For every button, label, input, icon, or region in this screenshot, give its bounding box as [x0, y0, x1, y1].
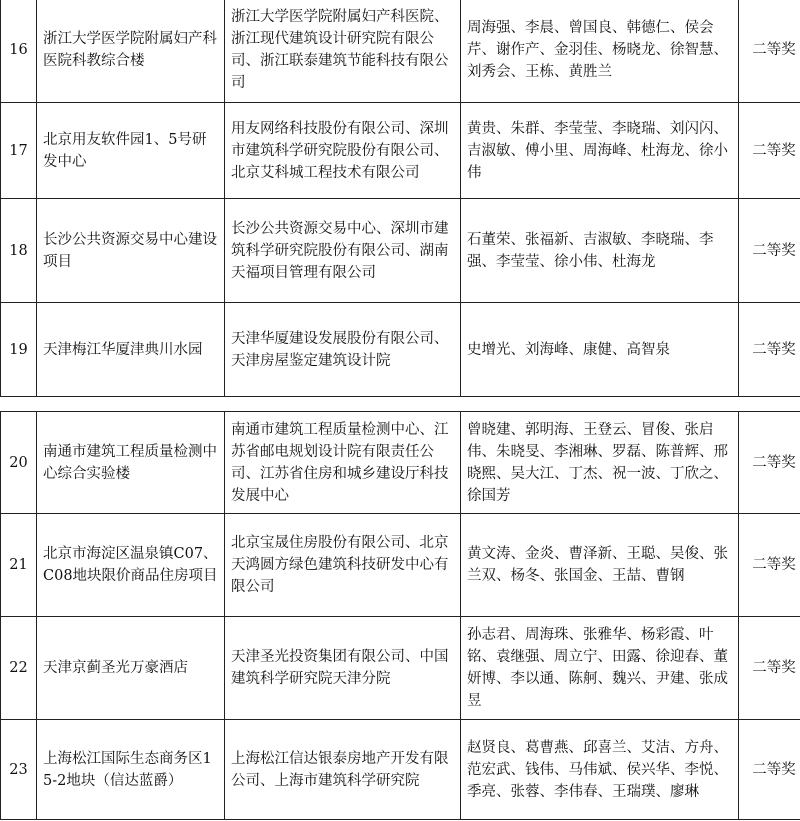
completion-units: 用友网络科技股份有限公司、深圳市建筑科学研究院股份有限公司、北京艾科城工程技术有限公司	[225, 103, 461, 199]
award-level: 二等奖	[739, 412, 800, 514]
project-name: 天津京蓟圣光万豪酒店	[37, 617, 225, 720]
main-contributors: 石董荣、张福新、吉淑敏、李晓瑞、李强、李莹莹、徐小伟、杜海龙	[461, 199, 739, 303]
award-level: 二等奖	[739, 0, 800, 103]
completion-units: 南通市建筑工程质量检测中心、江苏省邮电规划设计院有限责任公司、江苏省住房和城乡建设厅科技发展中心	[225, 412, 461, 514]
award-level: 二等奖	[739, 720, 800, 820]
completion-units: 天津圣光投资集团有限公司、中国建筑科学研究院天津分院	[225, 617, 461, 720]
award-level: 二等奖	[739, 199, 800, 303]
completion-units: 长沙公共资源交易中心、深圳市建筑科学研究院股份有限公司、湖南天福项目管理有限公司	[225, 199, 461, 303]
project-name: 长沙公共资源交易中心建设项目	[37, 199, 225, 303]
main-contributors: 黄文涛、金炎、曹泽新、王聪、吴俊、张兰双、杨冬、张国金、王喆、曹钢	[461, 514, 739, 617]
award-level: 二等奖	[739, 303, 800, 397]
table-row	[1, 199, 800, 303]
project-name: 南通市建筑工程质量检测中心综合实验楼	[37, 412, 225, 514]
table-row	[1, 0, 800, 103]
completion-units: 上海松江信达银泰房地产开发有限公司、上海市建筑科学研究院	[225, 720, 461, 820]
award-table-top	[0, 0, 800, 397]
completion-units: 北京宝晟住房股份有限公司、北京天鸿圆方绿色建筑科技研发中心有限公司	[225, 514, 461, 617]
row-number: 23	[1, 720, 37, 820]
project-name: 北京市海淀区温泉镇C07、C08地块限价商品住房项目	[37, 514, 225, 617]
main-contributors: 曾晓建、郭明海、王登云、冒俊、张启伟、朱晓旻、李湘琳、罗磊、陈普辉、邢晓熙、吴大江、丁杰、祝一波、丁欣之、徐国芳	[461, 412, 739, 514]
row-number: 22	[1, 617, 37, 720]
table-row	[1, 514, 800, 617]
table-row	[1, 303, 800, 397]
main-contributors: 周海强、李晨、曾国良、韩德仁、侯会芹、谢作产、金羽佳、杨晓龙、徐智慧、刘秀会、王栋、黄胜兰	[461, 0, 739, 103]
award-table-bottom	[0, 411, 800, 820]
main-contributors: 赵贤良、葛曹燕、邱喜兰、艾洁、方舟、范宏武、钱伟、马伟斌、侯兴华、李悦、季亮、张蓉、李伟春、王瑞璞、廖琳	[461, 720, 739, 820]
project-name: 上海松江国际生态商务区15-2地块（信达蓝爵）	[37, 720, 225, 820]
main-contributors: 史增光、刘海峰、康健、高智泉	[461, 303, 739, 397]
award-level: 二等奖	[739, 617, 800, 720]
table-row	[1, 103, 800, 199]
row-number: 16	[1, 0, 37, 103]
award-level: 二等奖	[739, 103, 800, 199]
project-name: 浙江大学医学院附属妇产科医院科教综合楼	[37, 0, 225, 103]
project-name: 北京用友软件园1、5号研发中心	[37, 103, 225, 199]
row-number: 17	[1, 103, 37, 199]
row-number: 21	[1, 514, 37, 617]
table-row	[1, 720, 800, 820]
project-name: 天津梅江华厦津典川水园	[37, 303, 225, 397]
table-row	[1, 412, 800, 514]
completion-units: 浙江大学医学院附属妇产科医院、浙江现代建筑设计研究院有限公司、浙江联泰建筑节能科技有限公司	[225, 0, 461, 103]
table-row	[1, 617, 800, 720]
row-number: 18	[1, 199, 37, 303]
row-number: 20	[1, 412, 37, 514]
main-contributors: 孙志君、周海珠、张雅华、杨彩霞、叶铭、袁继强、周立宁、田露、徐迎春、董妍博、李以通、陈舸、魏兴、尹建、张成昱	[461, 617, 739, 720]
row-number: 19	[1, 303, 37, 397]
main-contributors: 黄贵、朱群、李莹莹、李晓瑞、刘闪闪、吉淑敏、傅小里、周海峰、杜海龙、徐小伟	[461, 103, 739, 199]
award-level: 二等奖	[739, 514, 800, 617]
completion-units: 天津华厦建设发展股份有限公司、天津房屋鉴定建筑设计院	[225, 303, 461, 397]
